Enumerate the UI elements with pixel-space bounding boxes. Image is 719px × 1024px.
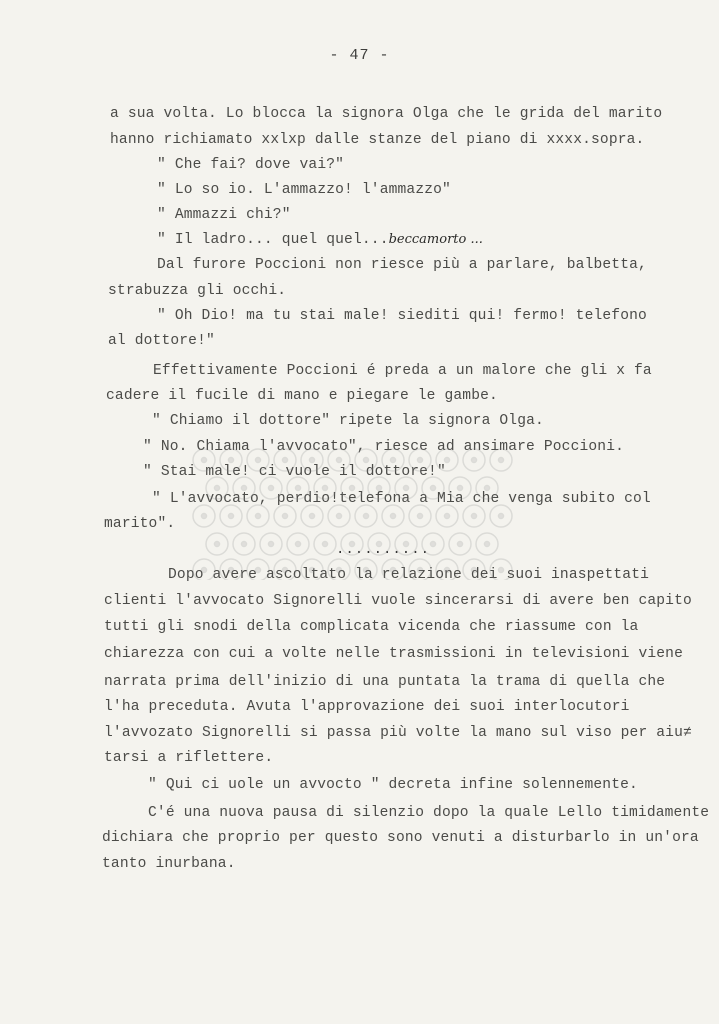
text-line: Effettivamente Poccioni é preda a un malore che gli x fa xyxy=(153,363,652,379)
watermark-ring xyxy=(220,505,242,527)
text-line: " Ammazzi chi?" xyxy=(157,207,291,223)
text-line: " Chiamo il dottore" ripete la signora Olga. xyxy=(152,413,544,429)
watermark-dot xyxy=(202,514,207,519)
watermark-dot xyxy=(337,458,342,463)
handwritten-insert: beccamorto ... xyxy=(388,232,483,247)
watermark-ring xyxy=(314,533,336,555)
watermark-dot xyxy=(418,458,423,463)
text-line: " Stai male! ci vuole il dottore!" xyxy=(143,464,446,480)
watermark-dot xyxy=(256,458,261,463)
section-break: .......... xyxy=(336,542,431,558)
watermark-dot xyxy=(242,542,247,547)
watermark-dot xyxy=(310,458,315,463)
watermark-dot xyxy=(364,514,369,519)
text-line: " Lo so io. L'ammazzo! l'ammazzo" xyxy=(157,182,451,198)
text-line: l'ha preceduta. Avuta l'approvazione dei suoi interlocutori xyxy=(104,699,630,715)
watermark-ring xyxy=(287,533,309,555)
watermark-dot xyxy=(458,542,463,547)
watermark-dot xyxy=(215,542,220,547)
watermark-dot xyxy=(202,458,207,463)
watermark-ring xyxy=(193,505,215,527)
watermark-dot xyxy=(418,514,423,519)
text-line: tanto inurbana. xyxy=(102,856,236,872)
watermark-ring xyxy=(206,533,228,555)
watermark-dot xyxy=(499,458,504,463)
text-line: clienti l'avvocato Signorelli vuole sincerarsi di avere ben capito xyxy=(104,593,692,609)
watermark-ring xyxy=(301,505,323,527)
text-line: chiarezza con cui a volte nelle trasmissioni in televisioni viene xyxy=(104,646,683,662)
text-line: " Oh Dio! ma tu stai male! siediti qui! fermo! telefono xyxy=(157,308,647,324)
watermark-dot xyxy=(256,514,261,519)
text-line: tutti gli snodi della complicata vicenda che riassume con la xyxy=(104,619,639,635)
watermark-dot xyxy=(445,514,450,519)
text-line: marito". xyxy=(104,516,176,532)
watermark-dot xyxy=(391,514,396,519)
watermark-dot xyxy=(499,514,504,519)
watermark-ring xyxy=(328,505,350,527)
text-line-with-handwriting xyxy=(157,231,483,249)
text-line: " Che fai? dove vai?" xyxy=(157,157,345,173)
text-line: hanno richiamato xxlxp dalle stanze del piano di xxxx.sopra. xyxy=(110,132,645,148)
text-line: strabuzza gli occhi. xyxy=(108,283,287,299)
watermark-dot xyxy=(296,542,301,547)
watermark-ring xyxy=(463,505,485,527)
watermark-dot xyxy=(269,542,274,547)
text-line: narrata prima dell'inizio di una puntata la trama di quella che xyxy=(104,674,666,690)
text-line: l'avvozato Signorelli si passa più volte la mano sul viso per aiu≠ xyxy=(104,725,692,741)
typed-text: " Il ladro... quel quel... xyxy=(157,232,389,248)
watermark-ring xyxy=(490,505,512,527)
watermark-dot xyxy=(445,458,450,463)
page-number: - 47 - xyxy=(329,47,390,64)
watermark-ring xyxy=(476,533,498,555)
text-line: Dopo avere ascoltato la relazione dei suoi inaspettati xyxy=(168,567,650,583)
watermark-ring xyxy=(260,533,282,555)
text-line: dichiara che proprio per questo sono venuti a disturbarlo in un'ora xyxy=(102,830,699,846)
watermark-dot xyxy=(472,458,477,463)
watermark-dot xyxy=(229,458,234,463)
text-line: al dottore!" xyxy=(108,333,215,349)
watermark-dot xyxy=(337,514,342,519)
watermark-dot xyxy=(229,514,234,519)
text-line: " L'avvocato, perdio!telefona a Mia che venga subito col xyxy=(152,491,651,507)
watermark-dot xyxy=(391,458,396,463)
text-line: " No. Chiama l'avvocato", riesce ad ansimare Poccioni. xyxy=(143,439,625,455)
watermark-ring xyxy=(274,505,296,527)
text-line: Dal furore Poccioni non riesce più a parlare, balbetta, xyxy=(157,257,647,273)
watermark-dot xyxy=(323,542,328,547)
text-line: C'é una nuova pausa di silenzio dopo la quale Lello timidamente xyxy=(148,805,710,821)
watermark-ring xyxy=(247,505,269,527)
text-line: tarsi a riflettere. xyxy=(104,750,274,766)
text-line: a sua volta. Lo blocca la signora Olga che le grida del marito xyxy=(110,106,663,122)
text-line: cadere il fucile di mano e piegare le gambe. xyxy=(106,388,498,404)
watermark-ring xyxy=(382,505,404,527)
text-line: " Qui ci uole un avvocto " decreta infine solennemente. xyxy=(148,777,638,793)
watermark-ring xyxy=(449,533,471,555)
watermark-dot xyxy=(431,542,436,547)
watermark-ring xyxy=(436,505,458,527)
watermark-dot xyxy=(310,514,315,519)
watermark-ring xyxy=(233,533,255,555)
watermark-dot xyxy=(472,514,477,519)
watermark-dot xyxy=(283,458,288,463)
watermark-dot xyxy=(485,542,490,547)
watermark-dot xyxy=(364,458,369,463)
watermark-ring xyxy=(409,505,431,527)
watermark-dot xyxy=(283,514,288,519)
watermark-ring xyxy=(355,505,377,527)
